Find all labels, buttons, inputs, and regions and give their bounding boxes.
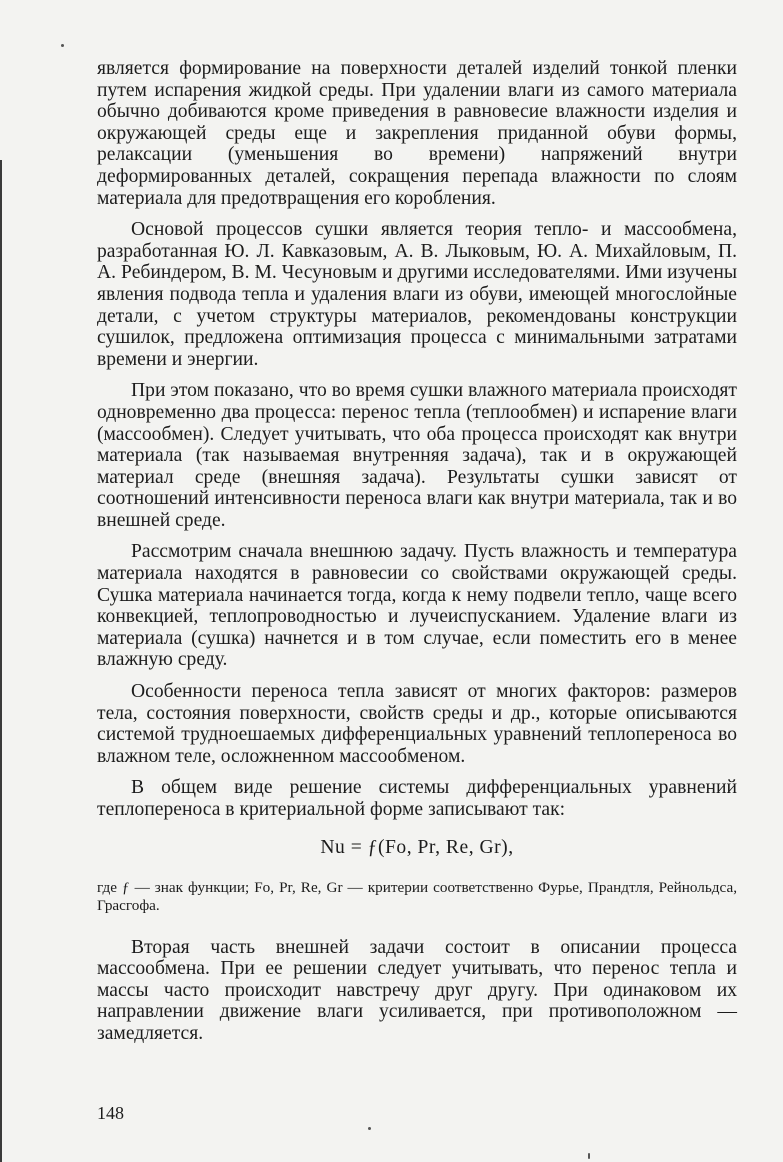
paragraph-1: является формирование на поверхности деталей изделий тонкой пленки путем испарения жидкой среды. При удалении влаги из самого материала обычно добиваются кроме приведения в равновесие влажности изделия и окружающей среды еще и закрепления приданной обуви формы, релаксации (уменьшения во времени) напряжений внутри деформированных деталей, сокращения перепада влажности по слоям материала для предотвращения его коробления. — [97, 58, 737, 209]
paragraph-7: Вторая часть внешней задачи состоит в описании процесса массообмена. При ее решении следует учитывать, что перенос тепла и массы часто происходит навстречу друг другу. При одинаковом их направлении движение влаги усиливается, при противоположном — замедляется. — [97, 936, 737, 1044]
paragraph-3: При этом показано, что во время сушки влажного материала происходят одновременно два процесса: перенос тепла (теплообмен) и испарение влаги (массообмен). Следует учитывать, что оба процесса происходят как внутри материала (так называемая внутренняя задача), так и в окружающей материал среде (внешняя задача). Результаты сушки зависят от соотношений интенсивности переноса влаги как внутри материала, так и во внешней среде. — [97, 380, 737, 531]
scan-speck — [368, 1127, 371, 1130]
document-page — [97, 58, 737, 1045]
paragraph-4: Рассмотрим сначала внешнюю задачу. Пусть влажность и температура материала находятся в равновесии со свойствами окружающей среды. Сушка материала начинается тогда, когда к нему подвели тепло, чаще всего конвекцией, теплопроводностью и лучеиспусканием. Удаление влаги из материала (сушка) начнется и в том случае, если поместить его в менее влажную среду. — [97, 541, 737, 671]
page-edge-shadow — [0, 160, 2, 1162]
paragraph-2: Основой процессов сушки является теория тепло- и массообмена, разработанная Ю. Л. Кавказовым, А. В. Лыковым, Ю. А. Михайловым, П. А. Ребиндером, В. М. Чесуновым и другими исследователями. Ими изучены явления подвода тепла и удаления влаги из обуви, имеющей многослойные детали, с учетом структуры материалов, рекомендованы конструкции сушилок, предложена оптимизация процесса с минимальными затратами времени и энергии. — [97, 219, 737, 370]
paragraph-5: Особенности переноса тепла зависят от многих факторов: размеров тела, состояния поверхности, свойств среды и др., которые описываются системой трудноешаемых дифференциальных уравнений теплопереноса во влажном теле, осложненном массообменом. — [97, 681, 737, 767]
scan-speck — [588, 1153, 590, 1159]
page-number: 148 — [97, 1103, 124, 1123]
paragraph-6: В общем виде решение системы дифференциальных уравнений теплопереноса в критериальной форме записывают так: — [97, 777, 737, 820]
scan-speck — [61, 44, 64, 47]
formula-note: где ƒ — знак функции; Fo, Pr, Re, Gr — критерии соответственно Фурье, Прандтля, Рейнольдса, Грасгофа. — [97, 878, 737, 914]
formula: Nu = ƒ(Fo, Pr, Re, Gr), — [320, 836, 514, 858]
